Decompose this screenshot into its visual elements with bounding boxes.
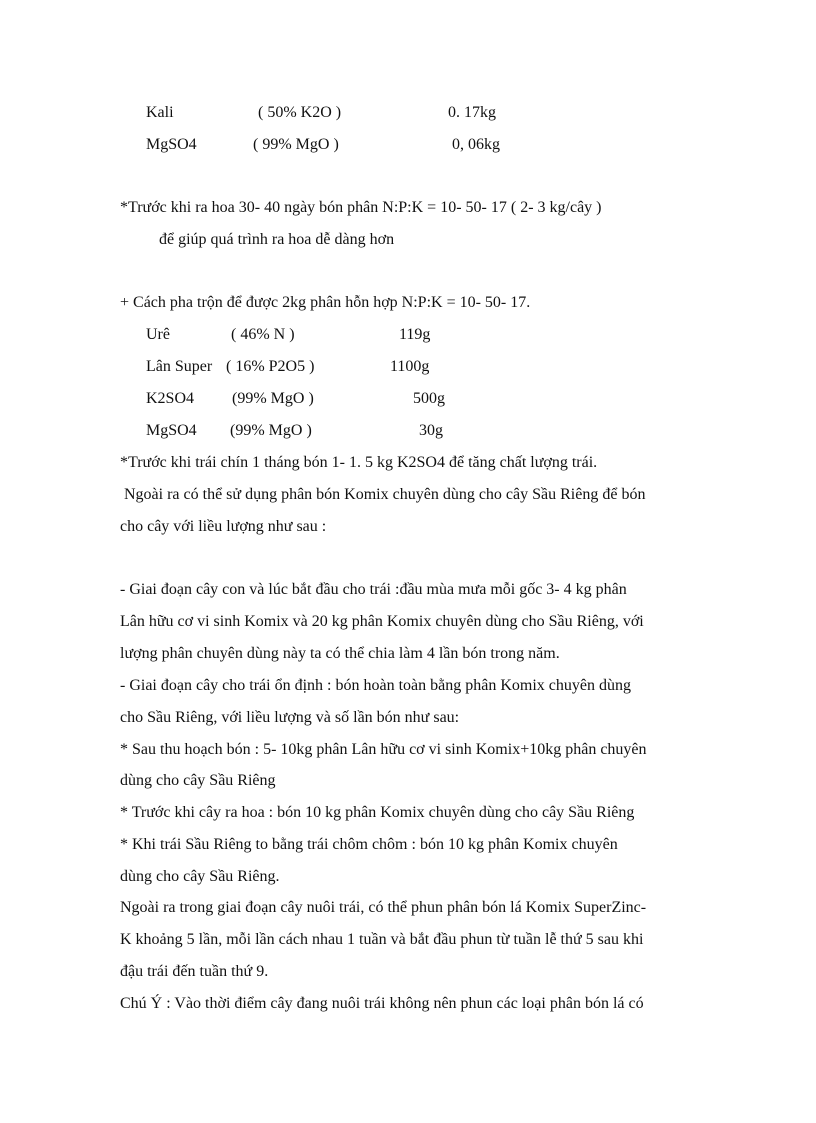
- fertilizer-amount: 500g: [413, 390, 445, 407]
- paragraph-line: Ngoài ra có thể sử dụng phân bón Komix chuyên dùng cho cây Sầu Riêng để bón: [124, 486, 646, 503]
- list-item: * Trước khi cây ra hoa : bón 10 kg phân Komix chuyên dùng cho cây Sầu Riêng: [120, 804, 635, 821]
- paragraph-line: Ngoài ra trong giai đoạn cây nuôi trái, có thể phun phân bón lá Komix SuperZinc-: [120, 899, 647, 916]
- paragraph-line: - Giai đoạn cây cho trái ổn định : bón hoàn toàn bằng phân Komix chuyên dùng: [120, 677, 631, 694]
- fertilizer-spec: (99% MgO ): [230, 422, 312, 439]
- fertilizer-name: K2SO4: [146, 390, 195, 407]
- fertilizer-name: MgSO4: [146, 422, 197, 439]
- fertilizer-spec: ( 46% N ): [231, 326, 295, 343]
- list-item: * Khi trái Sầu Riêng to bằng trái chôm chôm : bón 10 kg phân Komix chuyên: [120, 836, 618, 853]
- note-line: *Trước khi ra hoa 30- 40 ngày bón phân N:P:K = 10- 50- 17 ( 2- 3 kg/cây ): [120, 199, 602, 216]
- paragraph-line: lượng phân chuyên dùng này ta có thể chia làm 4 lần bón trong năm.: [120, 645, 560, 662]
- paragraph-line: K khoảng 5 lần, mỗi lần cách nhau 1 tuần và bắt đầu phun từ tuần lễ thứ 5 sau khi: [120, 931, 644, 948]
- fertilizer-spec: ( 99% MgO ): [253, 136, 339, 153]
- paragraph-line: cho cây với liều lượng như sau :: [120, 518, 327, 535]
- paragraph-line: - Giai đoạn cây con và lúc bắt đầu cho trái :đầu mùa mưa mỗi gốc 3- 4 kg phân: [120, 581, 627, 598]
- list-item: dùng cho cây Sầu Riêng.: [120, 868, 280, 885]
- fertilizer-amount: 30g: [419, 422, 443, 439]
- list-item: * Sau thu hoạch bón : 5- 10kg phân Lân hữu cơ vi sinh Komix+10kg phân chuyên: [120, 741, 647, 758]
- paragraph-line: đậu trái đến tuần thứ 9.: [120, 963, 269, 980]
- paragraph-line: Lân hữu cơ vi sinh Komix và 20 kg phân Komix chuyên dùng cho Sầu Riêng, với: [120, 613, 644, 630]
- fertilizer-amount: 0, 06kg: [452, 136, 500, 153]
- note-line: để giúp quá trình ra hoa dễ dàng hơn: [159, 231, 395, 248]
- fertilizer-spec: ( 50% K2O ): [258, 104, 342, 121]
- mix-heading: + Cách pha trộn để được 2kg phân hỗn hợp N:P:K = 10- 50- 17.: [120, 294, 531, 311]
- fertilizer-spec: (99% MgO ): [232, 390, 314, 407]
- fertilizer-name: MgSO4: [146, 136, 197, 153]
- fertilizer-amount: 1100g: [390, 358, 430, 375]
- fertilizer-name: Urê: [146, 326, 170, 343]
- paragraph-line: *Trước khi trái chín 1 tháng bón 1- 1. 5 kg K2SO4 để tăng chất lượng trái.: [120, 454, 598, 471]
- list-item: dùng cho cây Sầu Riêng: [120, 772, 276, 789]
- fertilizer-amount: 0. 17kg: [448, 104, 496, 121]
- fertilizer-spec: ( 16% P2O5 ): [226, 358, 315, 375]
- fertilizer-name: Lân Super: [146, 358, 213, 375]
- fertilizer-name: Kali: [146, 104, 174, 121]
- paragraph-line: Chú Ý : Vào thời điểm cây đang nuôi trái không nên phun các loại phân bón lá có: [120, 995, 644, 1012]
- fertilizer-amount: 119g: [399, 326, 431, 343]
- paragraph-line: cho Sầu Riêng, với liều lượng và số lần bón như sau:: [120, 709, 460, 726]
